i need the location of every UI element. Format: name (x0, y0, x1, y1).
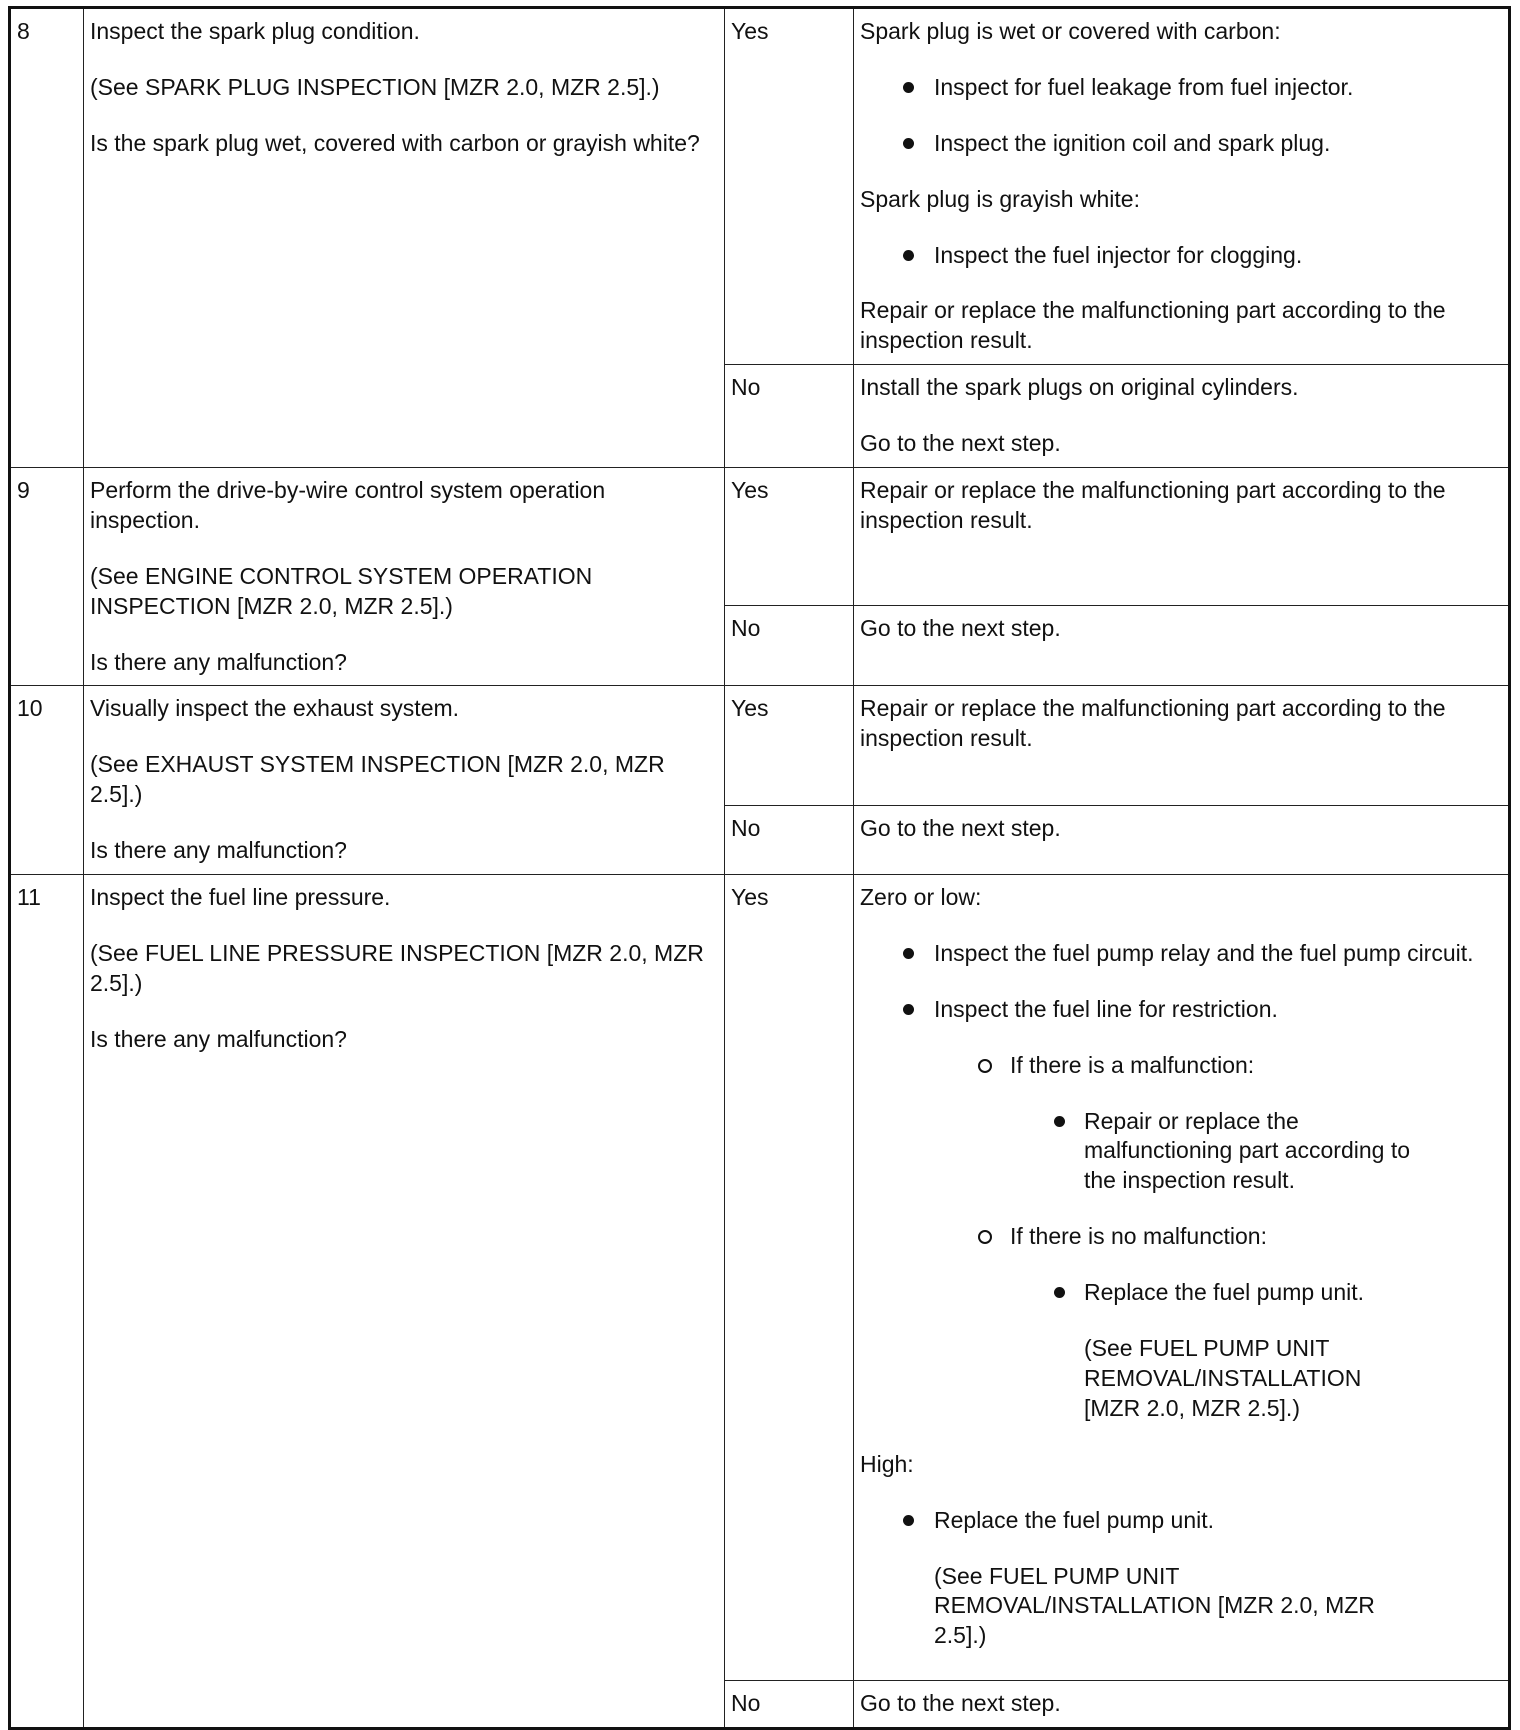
result-no-label: No (725, 1681, 854, 1729)
remedy-heading: Spark plug is grayish white: (860, 185, 1140, 212)
remedy-list (860, 1506, 1502, 1652)
step-action (84, 468, 725, 686)
result-no-label: No (725, 606, 854, 686)
remedy-list (860, 73, 1502, 159)
remedy-heading: High: (860, 1450, 914, 1477)
action-question: Is there any malfunction? (90, 1025, 347, 1052)
table-row (10, 875, 1510, 1681)
action-text: Inspect the fuel line pressure. (90, 884, 391, 911)
result-yes-label: Yes (725, 468, 854, 606)
result-no-remedy (854, 365, 1510, 468)
list-item (936, 1222, 1502, 1423)
reference-note: (See FUEL PUMP UNIT REMOVAL/INSTALLATION [MZR 2.0, MZR 2.5].) (1084, 1335, 1362, 1421)
result-no-remedy: Go to the next step. (854, 606, 1510, 686)
list-item-text: Inspect the fuel line for restriction. (934, 995, 1278, 1022)
remedy-list (860, 241, 1502, 271)
remedy-text: Install the spark plugs on original cylinders. (860, 374, 1299, 401)
action-question: Is the spark plug wet, covered with carbon or grayish white? (90, 129, 700, 156)
action-text: Perform the drive-by-wire control system operation inspection. (90, 477, 606, 533)
result-yes-label: Yes (725, 8, 854, 365)
remedy-heading: Zero or low: (860, 884, 982, 911)
list-item: Inspect the fuel injector for clogging. (860, 241, 1502, 271)
result-yes-remedy: Repair or replace the malfunctioning part according to the inspection result. (854, 686, 1510, 805)
table-row (10, 8, 1510, 365)
action-reference: (See ENGINE CONTROL SYSTEM OPERATION INSPECTION [MZR 2.0, MZR 2.5].) (90, 562, 593, 619)
reference-note: (See FUEL PUMP UNIT REMOVAL/INSTALLATION [MZR 2.0, MZR 2.5].) (934, 1562, 1375, 1649)
list-item (860, 995, 1502, 1424)
step-number: 8 (10, 8, 84, 468)
list-item-text: Replace the fuel pump unit. (1084, 1279, 1365, 1306)
result-no-label: No (725, 365, 854, 468)
list-item (860, 939, 1502, 969)
list-item-text: Inspect the fuel pump relay and the fuel pump circuit. (934, 939, 1474, 966)
result-yes-remedy: Repair or replace the malfunctioning part according to the inspection result. (854, 468, 1510, 606)
result-no-remedy: Go to the next step. (854, 805, 1510, 874)
result-no-label: No (725, 805, 854, 874)
result-yes-remedy (854, 875, 1510, 1681)
action-text: Visually inspect the exhaust system. (90, 695, 460, 722)
list-item (1010, 1278, 1502, 1424)
table-row (10, 468, 1510, 606)
remedy-text: Repair or replace the malfunctioning part according to the inspection result. (860, 297, 1446, 354)
step-action (84, 686, 725, 875)
action-question: Is there any malfunction? (90, 837, 347, 864)
remedy-heading: Spark plug is wet or covered with carbon: (860, 18, 1281, 44)
table-row (10, 686, 1510, 805)
action-reference: (See EXHAUST SYSTEM INSPECTION [MZR 2.0, MZR 2.5].) (90, 751, 665, 808)
step-action (84, 875, 725, 1729)
result-yes-remedy (854, 8, 1510, 365)
list-item (860, 1506, 1502, 1652)
list-item-text: If there is a malfunction: (1010, 1051, 1255, 1078)
list-item: Repair or replace the malfunctioning part according to the inspection result. (1010, 1107, 1414, 1197)
result-no-remedy: Go to the next step. (854, 1681, 1510, 1729)
remedy-subsublist (1010, 1278, 1502, 1424)
list-item: Inspect the ignition coil and spark plug. (860, 129, 1502, 159)
list-item (936, 1051, 1502, 1197)
step-number: 10 (10, 686, 84, 875)
remedy-sublist (934, 1051, 1502, 1424)
action-text: Inspect the spark plug condition. (90, 18, 420, 44)
action-reference: (See SPARK PLUG INSPECTION [MZR 2.0, MZR 2.5].) (90, 73, 660, 100)
action-reference: (See FUEL LINE PRESSURE INSPECTION [MZR 2.0, MZR 2.5].) (90, 939, 704, 996)
diagnostic-procedure-table (8, 6, 1511, 1730)
list-item-text: If there is no malfunction: (1010, 1223, 1267, 1250)
step-action (84, 8, 725, 468)
remedy-subsublist (1010, 1107, 1502, 1197)
step-number: 9 (10, 468, 84, 686)
list-item: Inspect for fuel leakage from fuel injector. (860, 73, 1502, 103)
step-number: 11 (10, 875, 84, 1729)
action-question: Is there any malfunction? (90, 648, 347, 675)
result-yes-label: Yes (725, 686, 854, 805)
result-yes-label: Yes (725, 875, 854, 1681)
list-item-text: Replace the fuel pump unit. (934, 1506, 1215, 1533)
remedy-list (860, 939, 1502, 1424)
remedy-text: Go to the next step. (860, 430, 1061, 457)
